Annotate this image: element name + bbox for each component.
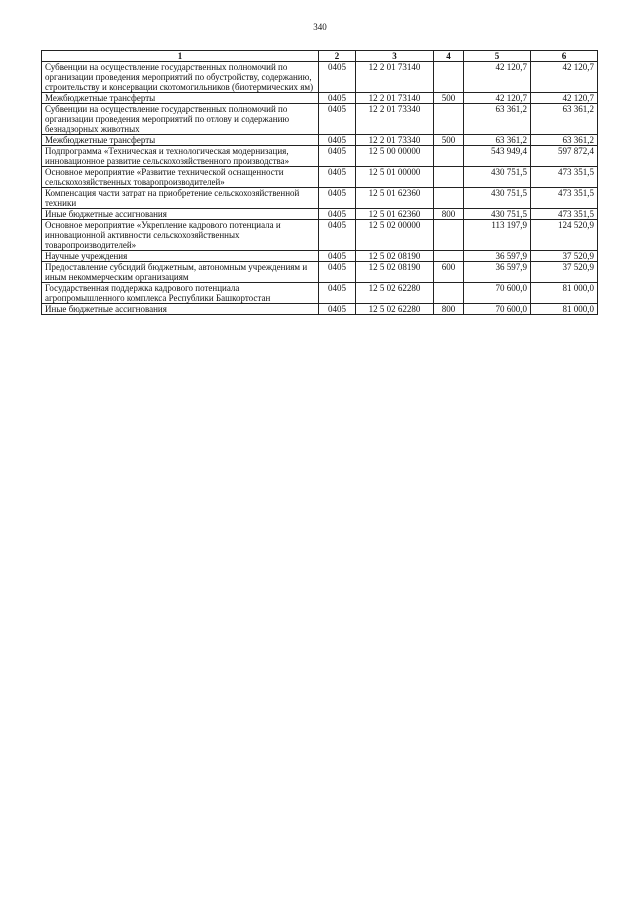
- row-amount-2-cell: 63 361,2: [531, 135, 598, 146]
- row-expense-type-cell: [434, 167, 464, 188]
- row-section-cell: 0405: [319, 188, 356, 209]
- table-row: [42, 146, 598, 167]
- table-row: [42, 209, 598, 220]
- table-row: [42, 283, 598, 304]
- row-section-cell: 0405: [319, 283, 356, 304]
- column-header-5: 5: [464, 51, 531, 62]
- row-section-cell: 0405: [319, 304, 356, 315]
- row-expense-type-cell: [434, 62, 464, 93]
- row-section-cell: 0405: [319, 262, 356, 283]
- row-name-cell: Подпрограмма «Техническая и технологическая модернизация, инновационное развитие сельскохозяйственного производства»: [42, 146, 319, 167]
- row-section-cell: 0405: [319, 135, 356, 146]
- row-expense-type-cell: [434, 104, 464, 135]
- row-amount-1-cell: 543 949,4: [464, 146, 531, 167]
- row-name-cell: Основное мероприятие «Развитие технической оснащенности сельскохозяйственных товаропроизводителей»: [42, 167, 319, 188]
- row-amount-1-cell: 70 600,0: [464, 283, 531, 304]
- row-amount-2-cell: 473 351,5: [531, 209, 598, 220]
- row-amount-2-cell: 597 872,4: [531, 146, 598, 167]
- row-amount-2-cell: 124 520,9: [531, 220, 598, 251]
- row-section-cell: 0405: [319, 93, 356, 104]
- row-expense-type-cell: [434, 283, 464, 304]
- row-name-cell: Предоставление субсидий бюджетным, автономным учреждениям и иным некоммерческим организациям: [42, 262, 319, 283]
- row-name-cell: Иные бюджетные ассигнования: [42, 209, 319, 220]
- row-expense-type-cell: [434, 188, 464, 209]
- budget-table: [41, 50, 598, 315]
- row-name-cell: Основное мероприятие «Укрепление кадрового потенциала и инновационной активности сельскохозяйственных товаропроизводителей»: [42, 220, 319, 251]
- table-body: [42, 62, 598, 315]
- row-target-article-cell: 12 5 02 08190: [356, 262, 434, 283]
- row-name-cell: Научные учреждения: [42, 251, 319, 262]
- row-target-article-cell: 12 5 01 00000: [356, 167, 434, 188]
- column-header-3: 3: [356, 51, 434, 62]
- table-row: [42, 167, 598, 188]
- table-row: [42, 188, 598, 209]
- row-expense-type-cell: [434, 251, 464, 262]
- row-amount-1-cell: 113 197,9: [464, 220, 531, 251]
- row-amount-2-cell: 473 351,5: [531, 167, 598, 188]
- row-amount-1-cell: 430 751,5: [464, 209, 531, 220]
- row-amount-2-cell: 81 000,0: [531, 283, 598, 304]
- row-amount-2-cell: 42 120,7: [531, 93, 598, 104]
- row-section-cell: 0405: [319, 146, 356, 167]
- row-expense-type-cell: 600: [434, 262, 464, 283]
- table-header-row: [42, 51, 598, 62]
- row-target-article-cell: 12 2 01 73340: [356, 104, 434, 135]
- row-amount-1-cell: 42 120,7: [464, 93, 531, 104]
- table-row: [42, 251, 598, 262]
- table-row: [42, 104, 598, 135]
- row-target-article-cell: 12 2 01 73140: [356, 62, 434, 93]
- row-section-cell: 0405: [319, 209, 356, 220]
- row-section-cell: 0405: [319, 167, 356, 188]
- row-target-article-cell: 12 5 00 00000: [356, 146, 434, 167]
- row-amount-2-cell: 81 000,0: [531, 304, 598, 315]
- row-amount-2-cell: 37 520,9: [531, 251, 598, 262]
- budget-table-wrapper: [41, 50, 597, 315]
- row-amount-1-cell: 63 361,2: [464, 104, 531, 135]
- row-target-article-cell: 12 5 01 62360: [356, 188, 434, 209]
- column-header-6: 6: [531, 51, 598, 62]
- row-target-article-cell: 12 5 02 08190: [356, 251, 434, 262]
- table-row: [42, 62, 598, 93]
- row-target-article-cell: 12 5 02 62280: [356, 304, 434, 315]
- row-name-cell: Межбюджетные трансферты: [42, 135, 319, 146]
- table-row: [42, 93, 598, 104]
- row-expense-type-cell: 500: [434, 93, 464, 104]
- row-target-article-cell: 12 5 02 62280: [356, 283, 434, 304]
- row-section-cell: 0405: [319, 62, 356, 93]
- row-section-cell: 0405: [319, 220, 356, 251]
- row-amount-2-cell: 37 520,9: [531, 262, 598, 283]
- row-name-cell: Компенсация части затрат на приобретение сельскохозяйственной техники: [42, 188, 319, 209]
- row-expense-type-cell: 800: [434, 209, 464, 220]
- row-amount-1-cell: 42 120,7: [464, 62, 531, 93]
- row-section-cell: 0405: [319, 251, 356, 262]
- row-amount-1-cell: 36 597,9: [464, 262, 531, 283]
- row-amount-1-cell: 430 751,5: [464, 167, 531, 188]
- row-section-cell: 0405: [319, 104, 356, 135]
- table-row: [42, 220, 598, 251]
- column-header-1: 1: [42, 51, 319, 62]
- row-target-article-cell: 12 5 02 00000: [356, 220, 434, 251]
- row-amount-2-cell: 63 361,2: [531, 104, 598, 135]
- row-target-article-cell: 12 5 01 62360: [356, 209, 434, 220]
- page-number: 340: [313, 22, 327, 32]
- row-expense-type-cell: [434, 220, 464, 251]
- row-amount-2-cell: 473 351,5: [531, 188, 598, 209]
- row-name-cell: Субвенции на осуществление государственных полномочий по организации проведения мероприятий по обустройству, содержанию, строительству и консервации скотомогильников (биотермических ям): [42, 62, 319, 93]
- column-header-4: 4: [434, 51, 464, 62]
- table-row: [42, 304, 598, 315]
- row-expense-type-cell: 500: [434, 135, 464, 146]
- row-name-cell: Субвенции на осуществление государственных полномочий по организации проведения мероприятий по отлову и содержанию безнадзорных животных: [42, 104, 319, 135]
- row-amount-1-cell: 36 597,9: [464, 251, 531, 262]
- row-target-article-cell: 12 2 01 73340: [356, 135, 434, 146]
- row-name-cell: Иные бюджетные ассигнования: [42, 304, 319, 315]
- row-name-cell: Государственная поддержка кадрового потенциала агропромышленного комплекса Республики Башкортостан: [42, 283, 319, 304]
- row-amount-2-cell: 42 120,7: [531, 62, 598, 93]
- table-row: [42, 262, 598, 283]
- column-header-2: 2: [319, 51, 356, 62]
- row-name-cell: Межбюджетные трансферты: [42, 93, 319, 104]
- table-row: [42, 135, 598, 146]
- row-target-article-cell: 12 2 01 73140: [356, 93, 434, 104]
- row-amount-1-cell: 430 751,5: [464, 188, 531, 209]
- row-expense-type-cell: 800: [434, 304, 464, 315]
- row-expense-type-cell: [434, 146, 464, 167]
- row-amount-1-cell: 63 361,2: [464, 135, 531, 146]
- row-amount-1-cell: 70 600,0: [464, 304, 531, 315]
